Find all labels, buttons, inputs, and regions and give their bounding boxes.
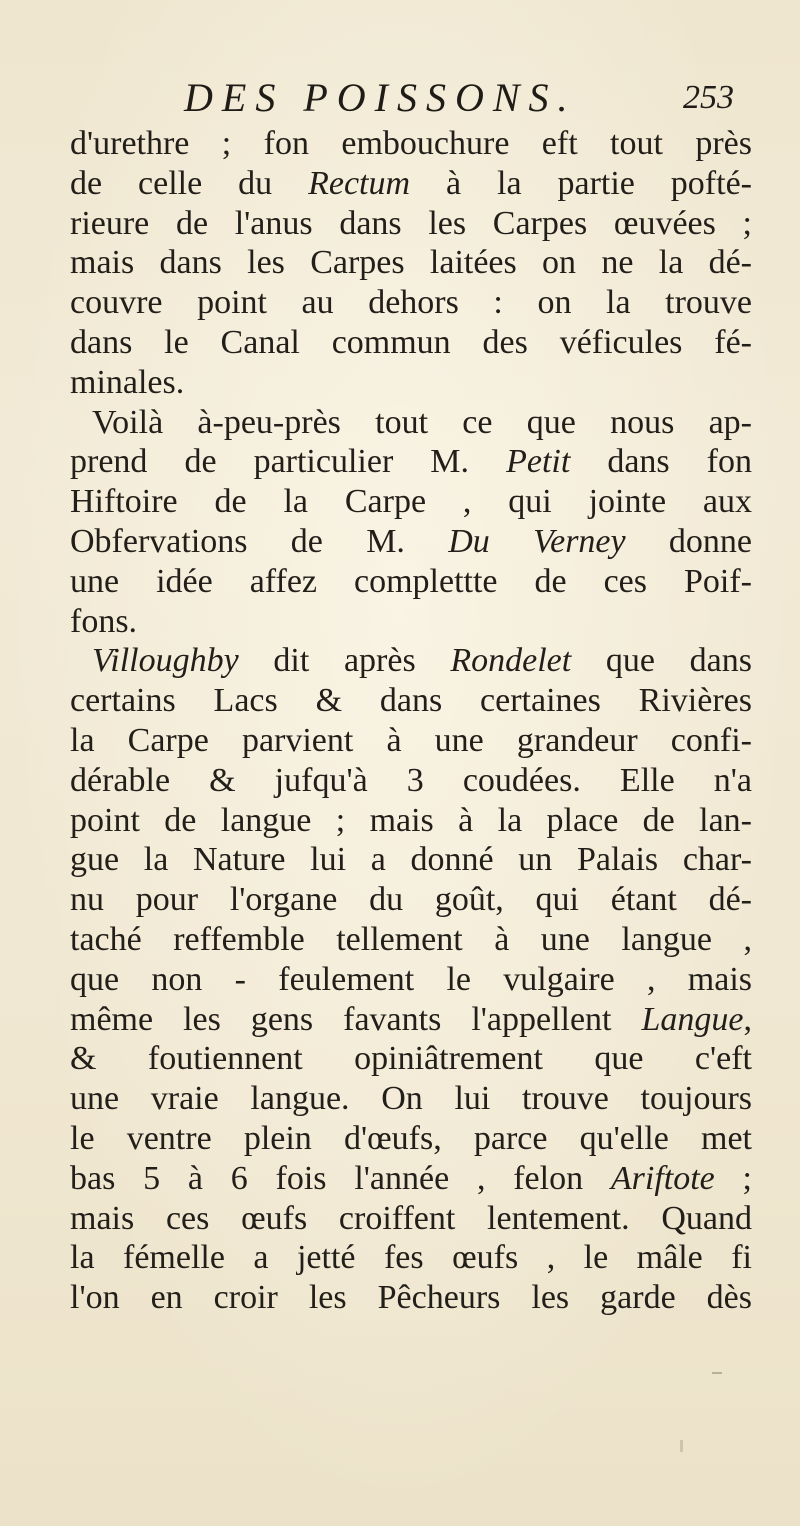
italic-text: Petit [506, 443, 571, 481]
text-segment: même les gens favants l'appellent [70, 1000, 642, 1038]
page-number: 253 [683, 79, 734, 116]
text-line [70, 1039, 752, 1079]
running-title: DES POISSONS. [184, 75, 577, 120]
text-line [70, 1159, 752, 1199]
text-line [70, 204, 752, 244]
text-segment: nu pour l'organe du goût, qui étant dé- [70, 881, 752, 919]
ink-mark [712, 1372, 722, 1374]
italic-text: Du Verney [448, 522, 626, 560]
text-segment: dans le Canal commun des véficules fé- [70, 323, 752, 361]
text-line [70, 323, 752, 363]
text-segment: fons. [70, 602, 138, 640]
text-line [70, 960, 752, 1000]
text-line [70, 761, 752, 801]
text-line [70, 562, 752, 602]
text-line [70, 840, 752, 880]
text-segment: ; [714, 1159, 752, 1197]
text-segment: donne [625, 522, 753, 560]
text-line [70, 283, 752, 323]
text-segment: Voilà à-peu-près tout ce que nous ap- [92, 403, 752, 441]
italic-text: Rondelet [450, 642, 572, 680]
text-segment: minales. [70, 363, 185, 401]
text-line [70, 920, 752, 960]
text-segment: une idée affez complettte de ces Poif- [70, 562, 752, 600]
text-line [70, 1000, 752, 1040]
text-segment: de celle du [70, 164, 309, 202]
italic-text: Rectum [308, 164, 411, 202]
text-segment: la fémelle a jetté fes œufs , le mâle fi [70, 1239, 752, 1277]
text-segment: dans fon [570, 443, 752, 481]
text-segment: que dans [571, 642, 752, 680]
running-head [74, 76, 734, 120]
text-segment: couvre point au dehors : on la trouve [70, 284, 752, 322]
text-line [70, 522, 752, 562]
text-line [70, 482, 752, 522]
text-line [70, 721, 752, 761]
italic-text: Villoughby [92, 642, 239, 680]
italic-text: Ariftote [610, 1159, 715, 1197]
text-segment: d'urethre ; fon embouchure eft tout près [70, 125, 752, 162]
text-segment: mais ces œufs croiffent lentement. Quand [70, 1199, 752, 1237]
text-line [70, 801, 752, 841]
body-text [70, 124, 752, 1318]
text-segment: dit après [238, 642, 451, 680]
text-line [70, 1119, 752, 1159]
text-segment: la Carpe parvient à une grandeur confi- [70, 721, 752, 759]
text-line [70, 1278, 752, 1318]
text-line [70, 442, 752, 482]
text-segment: Hiftoire de la Carpe , qui jointe aux [70, 483, 752, 521]
text-line [70, 602, 752, 642]
text-line [70, 243, 752, 283]
text-segment: prend de particulier M. [70, 443, 507, 481]
text-line [70, 1238, 752, 1278]
text-segment: le ventre plein d'œufs, parce qu'elle met [70, 1119, 752, 1157]
text-segment: certains Lacs & dans certaines Rivières [70, 682, 752, 720]
text-line [70, 1199, 752, 1239]
text-segment: que non - feulement le vulgaire , mais [70, 960, 752, 998]
text-segment: taché reffemble tellement à une langue , [70, 920, 752, 958]
text-segment: & foutiennent opiniâtrement que c'eft [70, 1040, 752, 1078]
text-line [70, 641, 752, 681]
text-line [70, 880, 752, 920]
text-segment: Obfervations de M. [70, 522, 449, 560]
text-segment: une vraie langue. On lui trouve toujours [70, 1080, 752, 1118]
text-segment: , [743, 1000, 752, 1038]
text-segment: dérable & jufqu'à 3 coudées. Elle n'a [70, 761, 752, 799]
italic-text: Langue [641, 1000, 744, 1038]
text-line [70, 1079, 752, 1119]
text-line [70, 164, 752, 204]
ink-mark [680, 1440, 683, 1452]
text-segment: mais dans les Carpes laitées on ne la dé- [70, 244, 752, 282]
text-line [70, 363, 752, 403]
text-segment: l'on en croir les Pêcheurs les garde dès [70, 1279, 752, 1317]
text-segment: point de langue ; mais à la place de lan- [70, 801, 752, 839]
text-segment: bas 5 à 6 fois l'année , felon [70, 1159, 611, 1197]
text-line [70, 124, 752, 164]
text-line [70, 681, 752, 721]
text-segment: rieure de l'anus dans les Carpes œuvées ; [70, 204, 752, 242]
text-segment: à la partie pofté- [410, 164, 752, 202]
text-line [70, 403, 752, 443]
text-segment: gue la Nature lui a donné un Palais char- [70, 841, 752, 879]
